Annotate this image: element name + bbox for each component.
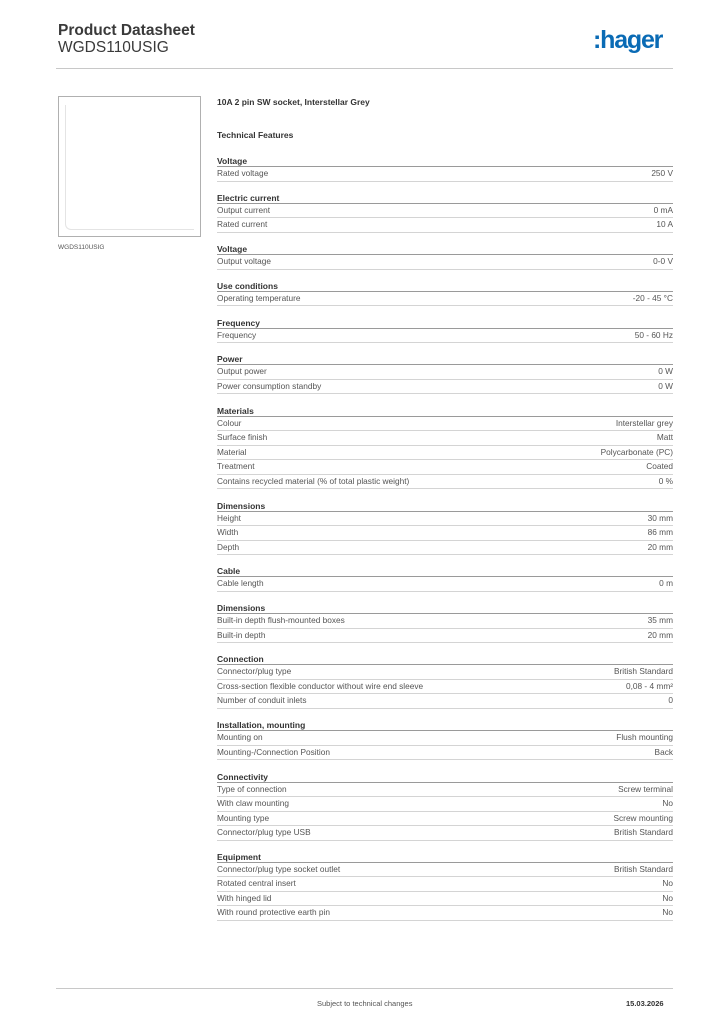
feature-section: [217, 602, 673, 643]
feature-row: [217, 629, 673, 644]
feature-section: [217, 353, 673, 394]
footer-divider: [56, 988, 673, 989]
section-title: Materials: [217, 405, 673, 417]
feature-row: [217, 431, 673, 446]
feature-row: [217, 541, 673, 556]
section-title: Voltage: [217, 243, 673, 255]
feature-value: 35 mm: [647, 615, 673, 626]
feature-section: [217, 851, 673, 921]
section-title: Electric current: [217, 192, 673, 204]
feature-label: Number of conduit inlets: [217, 695, 307, 706]
feature-label: Power consumption standby: [217, 380, 322, 391]
section-title: Dimensions: [217, 500, 673, 512]
feature-label: Material: [217, 446, 247, 457]
feature-label: Colour: [217, 417, 242, 428]
feature-section: [217, 155, 673, 182]
feature-section: [217, 192, 673, 233]
feature-value: 0 W: [658, 380, 673, 391]
feature-row: [217, 446, 673, 461]
feature-section: [217, 719, 673, 760]
feature-value: 30 mm: [647, 512, 673, 523]
feature-label: Contains recycled material (% of total plastic weight): [217, 475, 410, 486]
feature-label: Rated voltage: [217, 168, 269, 178]
feature-value: British Standard: [613, 827, 673, 838]
feature-label: Connector/plug type socket outlet: [217, 863, 341, 874]
feature-value: British Standard: [613, 863, 673, 874]
feature-section: [217, 565, 673, 592]
feature-value: 20 mm: [647, 629, 673, 640]
feature-value: 0 mA: [653, 204, 673, 215]
feature-label: Width: [217, 527, 239, 538]
feature-row: [217, 475, 673, 490]
feature-row: [217, 167, 673, 182]
section-title: Installation, mounting: [217, 719, 673, 731]
feature-label: Output current: [217, 204, 271, 215]
feature-value: 0 %: [658, 475, 673, 486]
feature-value: 0,08 - 4 mm²: [625, 680, 673, 691]
feature-value: -20 - 45 °C: [632, 292, 673, 303]
section-title: Cable: [217, 565, 673, 577]
feature-value: Screw mounting: [613, 812, 673, 823]
feature-value: 10 A: [656, 219, 673, 230]
feature-value: No: [662, 907, 673, 918]
technical-features-table: [217, 155, 673, 931]
feature-row: [217, 526, 673, 541]
feature-value: No: [662, 798, 673, 809]
feature-row: [217, 877, 673, 892]
feature-label: Height: [217, 512, 241, 523]
feature-value: 250 V: [651, 168, 673, 178]
feature-value: 20 mm: [647, 541, 673, 552]
feature-label: With round protective earth pin: [217, 907, 330, 918]
feature-value: 0-0 V: [653, 256, 673, 267]
feature-row: [217, 512, 673, 527]
feature-section: [217, 500, 673, 556]
product-image: [58, 96, 201, 237]
feature-label: Connector/plug type: [217, 666, 292, 677]
hager-logo: [593, 26, 675, 56]
product-code: WGDS110USIG: [58, 39, 169, 56]
feature-label: Frequency: [217, 329, 257, 340]
section-title: Equipment: [217, 851, 673, 863]
feature-value: British Standard: [613, 666, 673, 677]
feature-row: [217, 892, 673, 907]
feature-section: [217, 317, 673, 344]
feature-row: [217, 292, 673, 307]
feature-label: Output power: [217, 366, 267, 377]
feature-row: [217, 255, 673, 270]
feature-row: [217, 417, 673, 432]
feature-label: Connector/plug type USB: [217, 827, 311, 838]
feature-value: 0 m: [659, 578, 673, 589]
technical-features-heading: Technical Features: [217, 130, 294, 140]
feature-value: 86 mm: [647, 527, 673, 538]
product-name: 10A 2 pin SW socket, Interstellar Grey: [217, 97, 370, 107]
feature-value: Matt: [656, 432, 673, 443]
feature-row: [217, 204, 673, 219]
feature-label: Cross-section flexible conductor without wire end sleeve: [217, 680, 424, 691]
feature-row: [217, 577, 673, 592]
feature-row: [217, 460, 673, 475]
feature-row: [217, 826, 673, 841]
feature-label: Surface finish: [217, 432, 268, 443]
section-title: Connection: [217, 653, 673, 665]
feature-value: Interstellar grey: [615, 417, 673, 428]
feature-section: [217, 405, 673, 490]
feature-value: Screw terminal: [618, 783, 673, 794]
feature-value: Coated: [646, 461, 673, 472]
section-title: Power: [217, 353, 673, 365]
feature-row: [217, 218, 673, 233]
feature-value: No: [662, 878, 673, 889]
feature-label: Depth: [217, 541, 240, 552]
product-image-caption: WGDS110USIG: [58, 244, 105, 251]
feature-value: 0 W: [658, 366, 673, 377]
feature-value: 50 - 60 Hz: [634, 329, 673, 340]
feature-row: [217, 783, 673, 798]
feature-label: Mounting-/Connection Position: [217, 746, 330, 757]
feature-label: Rated current: [217, 219, 268, 230]
feature-row: [217, 329, 673, 344]
section-title: Use conditions: [217, 280, 673, 292]
page-title: Product Datasheet: [58, 22, 195, 39]
section-title: Frequency: [217, 317, 673, 329]
section-title: Voltage: [217, 155, 673, 167]
feature-value: No: [662, 892, 673, 903]
feature-label: Cable length: [217, 578, 264, 589]
section-title: Connectivity: [217, 771, 673, 783]
feature-value: Back: [654, 746, 673, 757]
feature-row: [217, 680, 673, 695]
feature-row: [217, 906, 673, 921]
footer-note: Subject to technical changes: [317, 999, 413, 1008]
feature-section: [217, 280, 673, 307]
socket-plate-outline: [65, 105, 194, 230]
feature-label: With claw mounting: [217, 798, 289, 809]
feature-row: [217, 812, 673, 827]
feature-value: Polycarbonate (PC): [600, 446, 673, 457]
feature-label: Mounting on: [217, 732, 263, 743]
feature-row: [217, 746, 673, 761]
feature-label: Output voltage: [217, 256, 271, 267]
feature-row: [217, 614, 673, 629]
feature-label: Mounting type: [217, 812, 270, 823]
feature-row: [217, 365, 673, 380]
feature-section: [217, 243, 673, 270]
footer-date: 15.03.2026: [626, 999, 664, 1008]
section-title: Dimensions: [217, 602, 673, 614]
feature-label: Treatment: [217, 461, 255, 472]
feature-label: Built-in depth flush-mounted boxes: [217, 615, 345, 626]
feature-value: Flush mounting: [616, 732, 673, 743]
feature-label: Built-in depth: [217, 629, 266, 640]
brand-wordmark: :hager: [593, 26, 663, 54]
feature-row: [217, 797, 673, 812]
feature-section: [217, 653, 673, 709]
feature-label: With hinged lid: [217, 892, 272, 903]
header-divider: [56, 68, 673, 69]
feature-row: [217, 665, 673, 680]
feature-section: [217, 771, 673, 841]
feature-row: [217, 731, 673, 746]
feature-row: [217, 863, 673, 878]
feature-label: Rotated central insert: [217, 878, 296, 889]
feature-row: [217, 380, 673, 395]
feature-label: Operating temperature: [217, 292, 301, 303]
feature-label: Type of connection: [217, 783, 287, 794]
feature-row: [217, 694, 673, 709]
feature-value: 0: [668, 695, 673, 706]
